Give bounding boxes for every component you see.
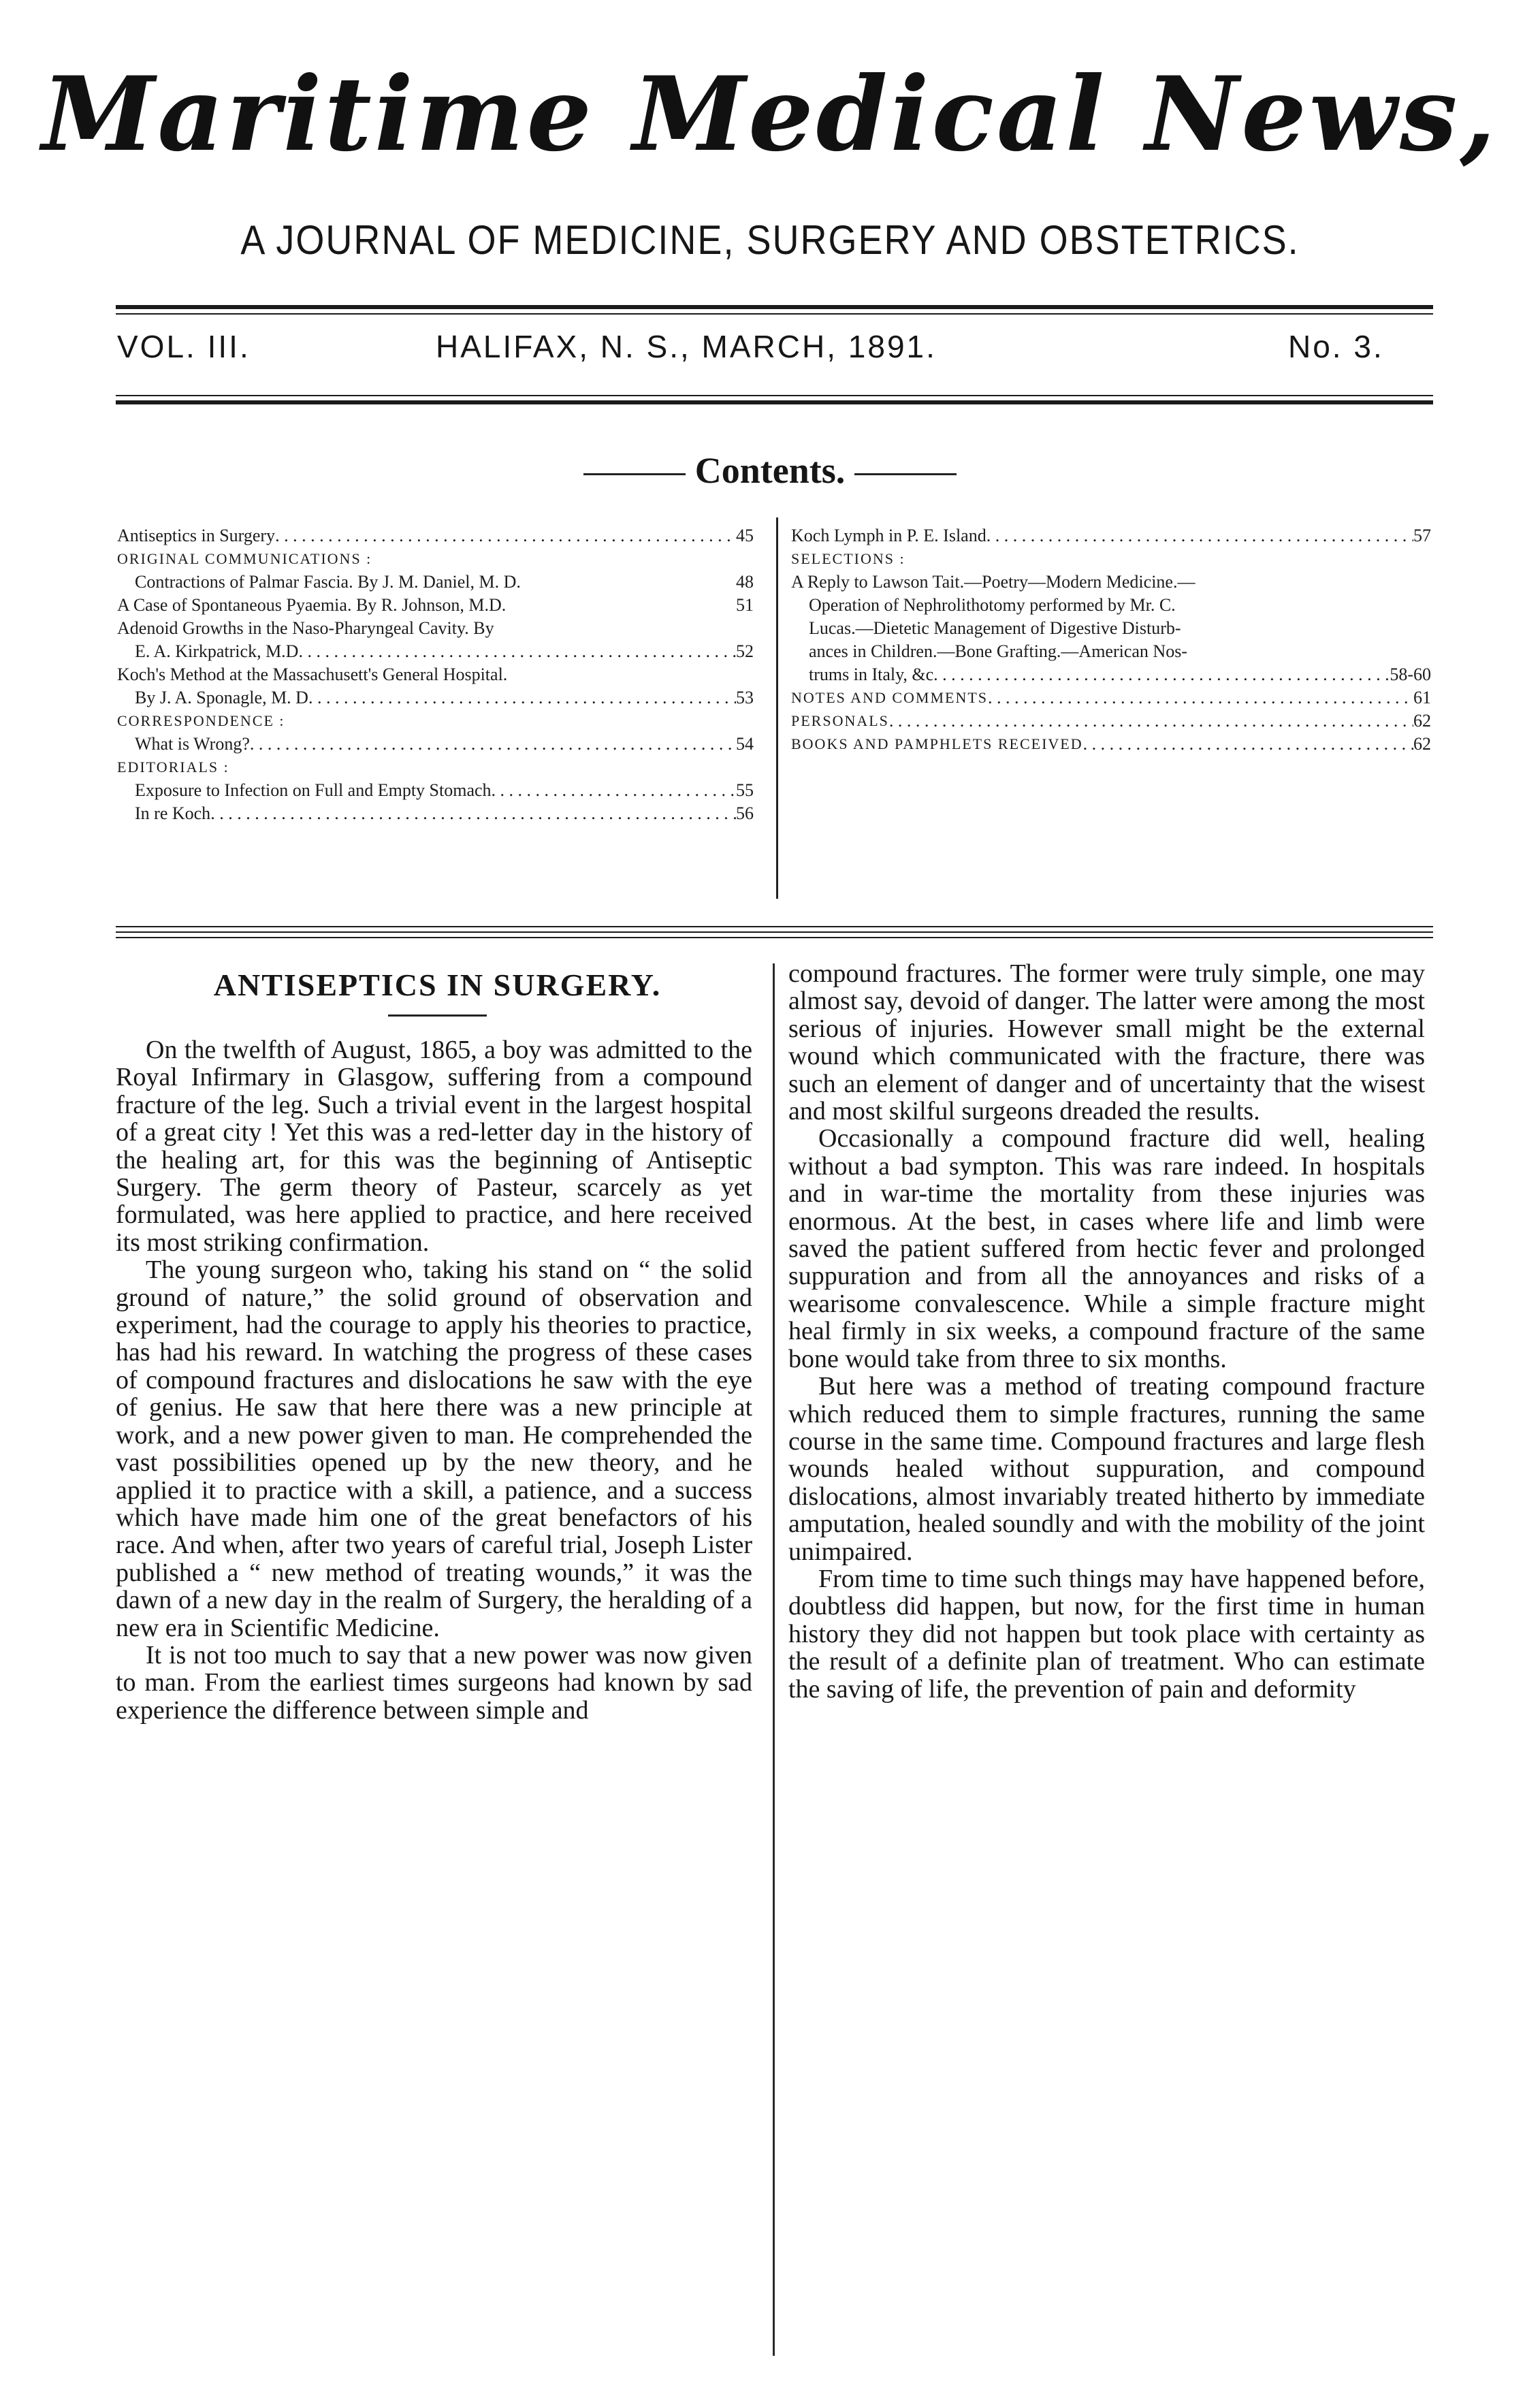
contents-page-number: 53 — [736, 688, 754, 707]
contents-leader-dots — [210, 802, 736, 825]
contents-page-number: 54 — [736, 734, 754, 754]
contents-leader-dots — [308, 686, 736, 709]
contents-page-number: 55 — [736, 780, 754, 800]
contents-leader-dots — [492, 779, 736, 802]
contents-left-column — [117, 524, 754, 825]
contents-entry-line: Koch's Method at the Massachusett's General Hospital. — [117, 665, 508, 684]
contents-entry-title: By J. A. Sponagle, M. D — [135, 688, 308, 707]
rule-mid-thin — [116, 395, 1433, 396]
contents-section-heading: SELECTIONS : — [791, 550, 905, 567]
contents-entry-line: Lucas.—Dietetic Management of Digestive Disturb- — [809, 618, 1181, 638]
contents-entry — [791, 524, 1431, 547]
contents-entry-title: E. A. Kirkpatrick, M.D — [135, 641, 299, 661]
ornament-left-icon — [583, 473, 686, 475]
contents-entry — [117, 524, 754, 547]
contents-leader-dots — [1083, 733, 1413, 756]
contents-page-number: 48 — [736, 572, 754, 592]
contents-entry — [791, 733, 1431, 756]
rule-top-thin — [116, 313, 1433, 315]
contents-entry-title: Exposure to Infection on Full and Empty Stomach — [135, 780, 492, 800]
article-paragraph: From time to time such things may have happened before, doubtless did happen, but now, for the first time in human history they did not happen but took place with certainty as the result of a definite plan of treatment. Who can estimate the saving of life, the prevention of pain and deformity — [788, 1564, 1425, 1704]
contents-column-divider — [776, 517, 778, 899]
contents-entry-title: Contractions of Palmar Fascia. By J. M. Daniel, M. D. — [135, 572, 521, 592]
contents-page-number: 45 — [736, 526, 754, 545]
article-paragraph: But here was a method of treating compound fracture which reduced them to simple fractures, running the same course in the same time. Compound fractures and large flesh wounds healed without suppuration, and compound dislocations, almost invariably treated hitherto by immediate amputation, healed soundly and with the mobility of the joint unimpaired. — [788, 1372, 1425, 1566]
contents-entry — [117, 733, 754, 756]
article-right-column — [788, 960, 1425, 1703]
contents-heading-text: Contents. — [694, 450, 846, 491]
contents-entry-title: trums in Italy, &c — [809, 665, 934, 684]
contents-page-number: 62 — [1413, 734, 1431, 754]
contents-entry-title: In re Koch — [135, 803, 211, 823]
contents-leader-dots — [250, 733, 736, 756]
contents-section-heading: EDITORIALS : — [117, 758, 229, 776]
contents-leader-dots — [275, 524, 736, 547]
contents-entry-title: BOOKS AND PAMPHLETS RECEIVED — [791, 735, 1083, 752]
article-paragraph: The young surgeon who, taking his stand on “ the solid ground of nature,” the solid ground of observation and experiment, had the courage to apply his theories to practice, has had his reward. In watching the progress of these cases of compound fractures and dislocations he saw with the eye of genius. He saw that here there was a new principle at work, and a new power given to man. He comprehended the vast possibilities opened up by the new theory, and he applied it to practice with a skill, a patience, and a success which have made him one of the great benefactors of his race. And when, after two years of careful trial, Joseph Lister published a “ new method of treating wounds,” it was the dawn of a new day in the realm of Surgery, the heralding of a new era in Scientific Medicine. — [116, 1256, 752, 1642]
masthead-title: Maritime Medical News, — [42, 54, 1498, 174]
contents-entry-line: Operation of Nephrolithotomy performed by Mr. C. — [809, 595, 1176, 615]
rule-contents-bottom-2 — [116, 931, 1433, 933]
rule-top-thick — [116, 305, 1433, 309]
contents-page-number: 56 — [736, 803, 754, 823]
contents-entry-title: NOTES AND COMMENTS — [791, 689, 989, 706]
contents-entry — [117, 779, 754, 802]
contents-page-number: 61 — [1413, 688, 1431, 707]
contents-heading — [0, 449, 1540, 492]
article-paragraph: On the twelfth of August, 1865, a boy was admitted to the Royal Infirmary in Glasgow, suffering from a compound fracture of the leg. Such a trivial event in the largest hospital of a great city ! Yet this was a red-letter day in the history of the healing art, for this was the beginning of Antiseptic Surgery. The germ theory of Pasteur, scarcely as yet formulated, was here applied to practice, and here received its most striking confirmation. — [116, 1036, 752, 1257]
rule-contents-bottom-1 — [116, 926, 1433, 927]
contents-entry — [117, 640, 754, 663]
contents-entry — [791, 686, 1431, 709]
contents-entry — [117, 686, 754, 709]
place-date-label: HALIFAX, N. S., MARCH, 1891. — [436, 329, 937, 364]
contents-leader-dots — [988, 686, 1413, 709]
contents-page-number: 51 — [736, 595, 754, 615]
contents-page-number: 52 — [736, 641, 754, 661]
masthead-subtitle: A JOURNAL OF MEDICINE, SURGERY AND OBSTETRICS. — [240, 217, 1300, 263]
contents-section-heading: CORRESPONDENCE : — [117, 712, 285, 729]
contents-leader-dots — [933, 663, 1390, 686]
contents-entry — [117, 802, 754, 825]
title-underline — [388, 1014, 487, 1017]
article-title: ANTISEPTICS IN SURGERY. — [213, 968, 662, 1002]
contents-section-heading: ORIGINAL COMMUNICATIONS : — [117, 550, 372, 567]
rule-mid-thick — [116, 400, 1433, 404]
contents-entry-line: A Reply to Lawson Tait.—Poetry—Modern Medicine.— — [791, 572, 1196, 592]
rule-contents-bottom-3 — [116, 937, 1433, 938]
contents-right-column — [791, 524, 1431, 756]
contents-entry-title: What is Wrong? — [135, 734, 250, 754]
article-left-column — [116, 1036, 752, 1724]
contents-entry-title: Antiseptics in Surgery — [117, 526, 276, 545]
contents-entry-title: Koch Lymph in P. E. Island — [791, 526, 986, 545]
contents-entry-title: PERSONALS — [791, 712, 889, 729]
contents-leader-dots — [298, 640, 736, 663]
article-paragraph: Occasionally a compound fracture did well, healing without a bad sympton. This was rare indeed. In hospitals and in war-time the mortality from these injuries was enormous. At the best, in cases where life and limb were saved the patient suffered from hectic fever and prolonged suppuration and from all the annoyances and risks of a wearisome convalescence. While a simple fracture might heal firmly in six weeks, a compound fracture of the same bone would take from three to six months. — [788, 1124, 1425, 1373]
contents-entry — [117, 594, 754, 617]
contents-entry — [117, 571, 754, 594]
contents-entry — [791, 709, 1431, 733]
contents-entry — [791, 663, 1431, 686]
contents-page-number: 57 — [1413, 526, 1431, 545]
contents-page-number: 62 — [1413, 711, 1431, 731]
article-paragraph: It is not too much to say that a new power was now given to man. From the earliest times surgeons had known by sad experience the difference between simple and — [116, 1640, 752, 1725]
contents-entry-line: Adenoid Growths in the Naso-Pharyngeal Cavity. By — [117, 618, 494, 638]
contents-entry-line: ances in Children.—Bone Grafting.—American Nos- — [809, 641, 1187, 661]
article-column-divider — [773, 963, 775, 2356]
contents-page-number: 58-60 — [1390, 665, 1431, 684]
volume-label: VOL. III. — [117, 329, 251, 364]
issue-number-label: No. 3. — [1288, 329, 1384, 364]
contents-leader-dots — [889, 709, 1413, 733]
article-paragraph: compound fractures. The former were truly simple, one may almost say, devoid of danger. The latter were among the most serious of injuries. However small might be the external wound which communicated with the fracture, there was such an element of danger and of uncertainty that the wisest and most skilful surgeons dreaded the results. — [788, 959, 1425, 1126]
contents-leader-dots — [986, 524, 1413, 547]
ornament-right-icon — [854, 473, 957, 475]
contents-entry-title: A Case of Spontaneous Pyaemia. By R. Johnson, M.D. — [117, 595, 507, 615]
